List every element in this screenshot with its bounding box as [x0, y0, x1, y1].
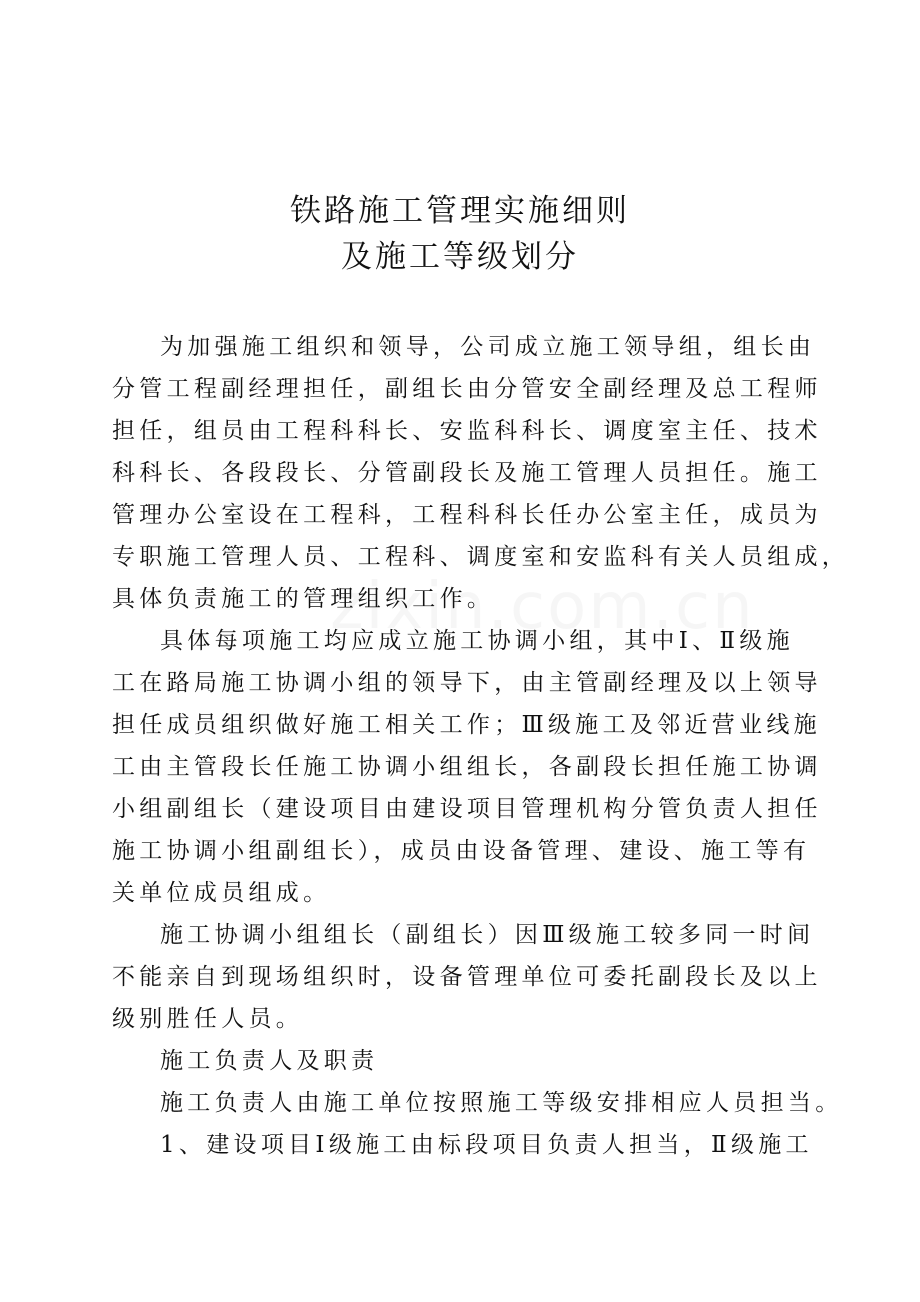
body-line: 担任，组员由工程科科长、安监科科长、调度室主任、技术	[112, 418, 822, 444]
body-line: 具体负责施工的管理组织工作。	[112, 586, 495, 612]
body-line: 施工负责人由施工单位按照施工等级安排相应人员担当。	[160, 1090, 843, 1116]
body-line: 施工协调小组组长（副组长）因Ⅲ级施工较多同一时间	[160, 922, 815, 948]
body-line: 担任成员组织做好施工相关工作；Ⅲ级施工及邻近营业线施	[112, 712, 821, 738]
body-line: 为加强施工组织和领导，公司成立施工领导组，组长由	[160, 334, 816, 360]
body-line: 分管工程副经理担任，副组长由分管安全副经理及总工程师	[112, 376, 822, 402]
body-line: 小组副组长（建设项目由建设项目管理机构分管负责人担任	[112, 796, 822, 822]
body-line: 科科长、各段段长、分管副段长及施工管理人员担任。施工	[112, 460, 822, 486]
body-line: 专职施工管理人员、工程科、调度室和安监科有关人员组成，	[112, 544, 850, 570]
body-line: 施工协调小组副组长），成员由设备管理、建设、施工等有	[112, 838, 811, 864]
body-line: 工由主管段长任施工协调小组组长，各副段长担任施工协调	[112, 754, 822, 780]
section-heading: 施工负责人及职责	[160, 1048, 379, 1074]
body-line: 1、建设项目Ⅰ级施工由标段项目负责人担当，Ⅱ级施工	[160, 1132, 813, 1158]
body-line: 关单位成员组成。	[112, 880, 331, 906]
title-line-1: 铁路施工管理实施细则	[290, 193, 630, 229]
title-line-2: 及施工等级划分	[341, 239, 579, 275]
body-line: 管理办公室设在工程科，工程科科长任办公室主任，成员为	[112, 502, 822, 528]
body-line: 不能亲自到现场组织时，设备管理单位可委托副段长及以上	[112, 964, 822, 990]
document-title	[0, 188, 920, 280]
body-line: 工在路局施工协调小组的领导下，由主管副经理及以上领导	[112, 670, 822, 696]
body-line: 级别胜任人员。	[112, 1006, 304, 1032]
body-line: 具体每项施工均应成立施工协调小组，其中Ⅰ、Ⅱ级施	[160, 628, 794, 654]
document-body	[112, 326, 850, 1166]
